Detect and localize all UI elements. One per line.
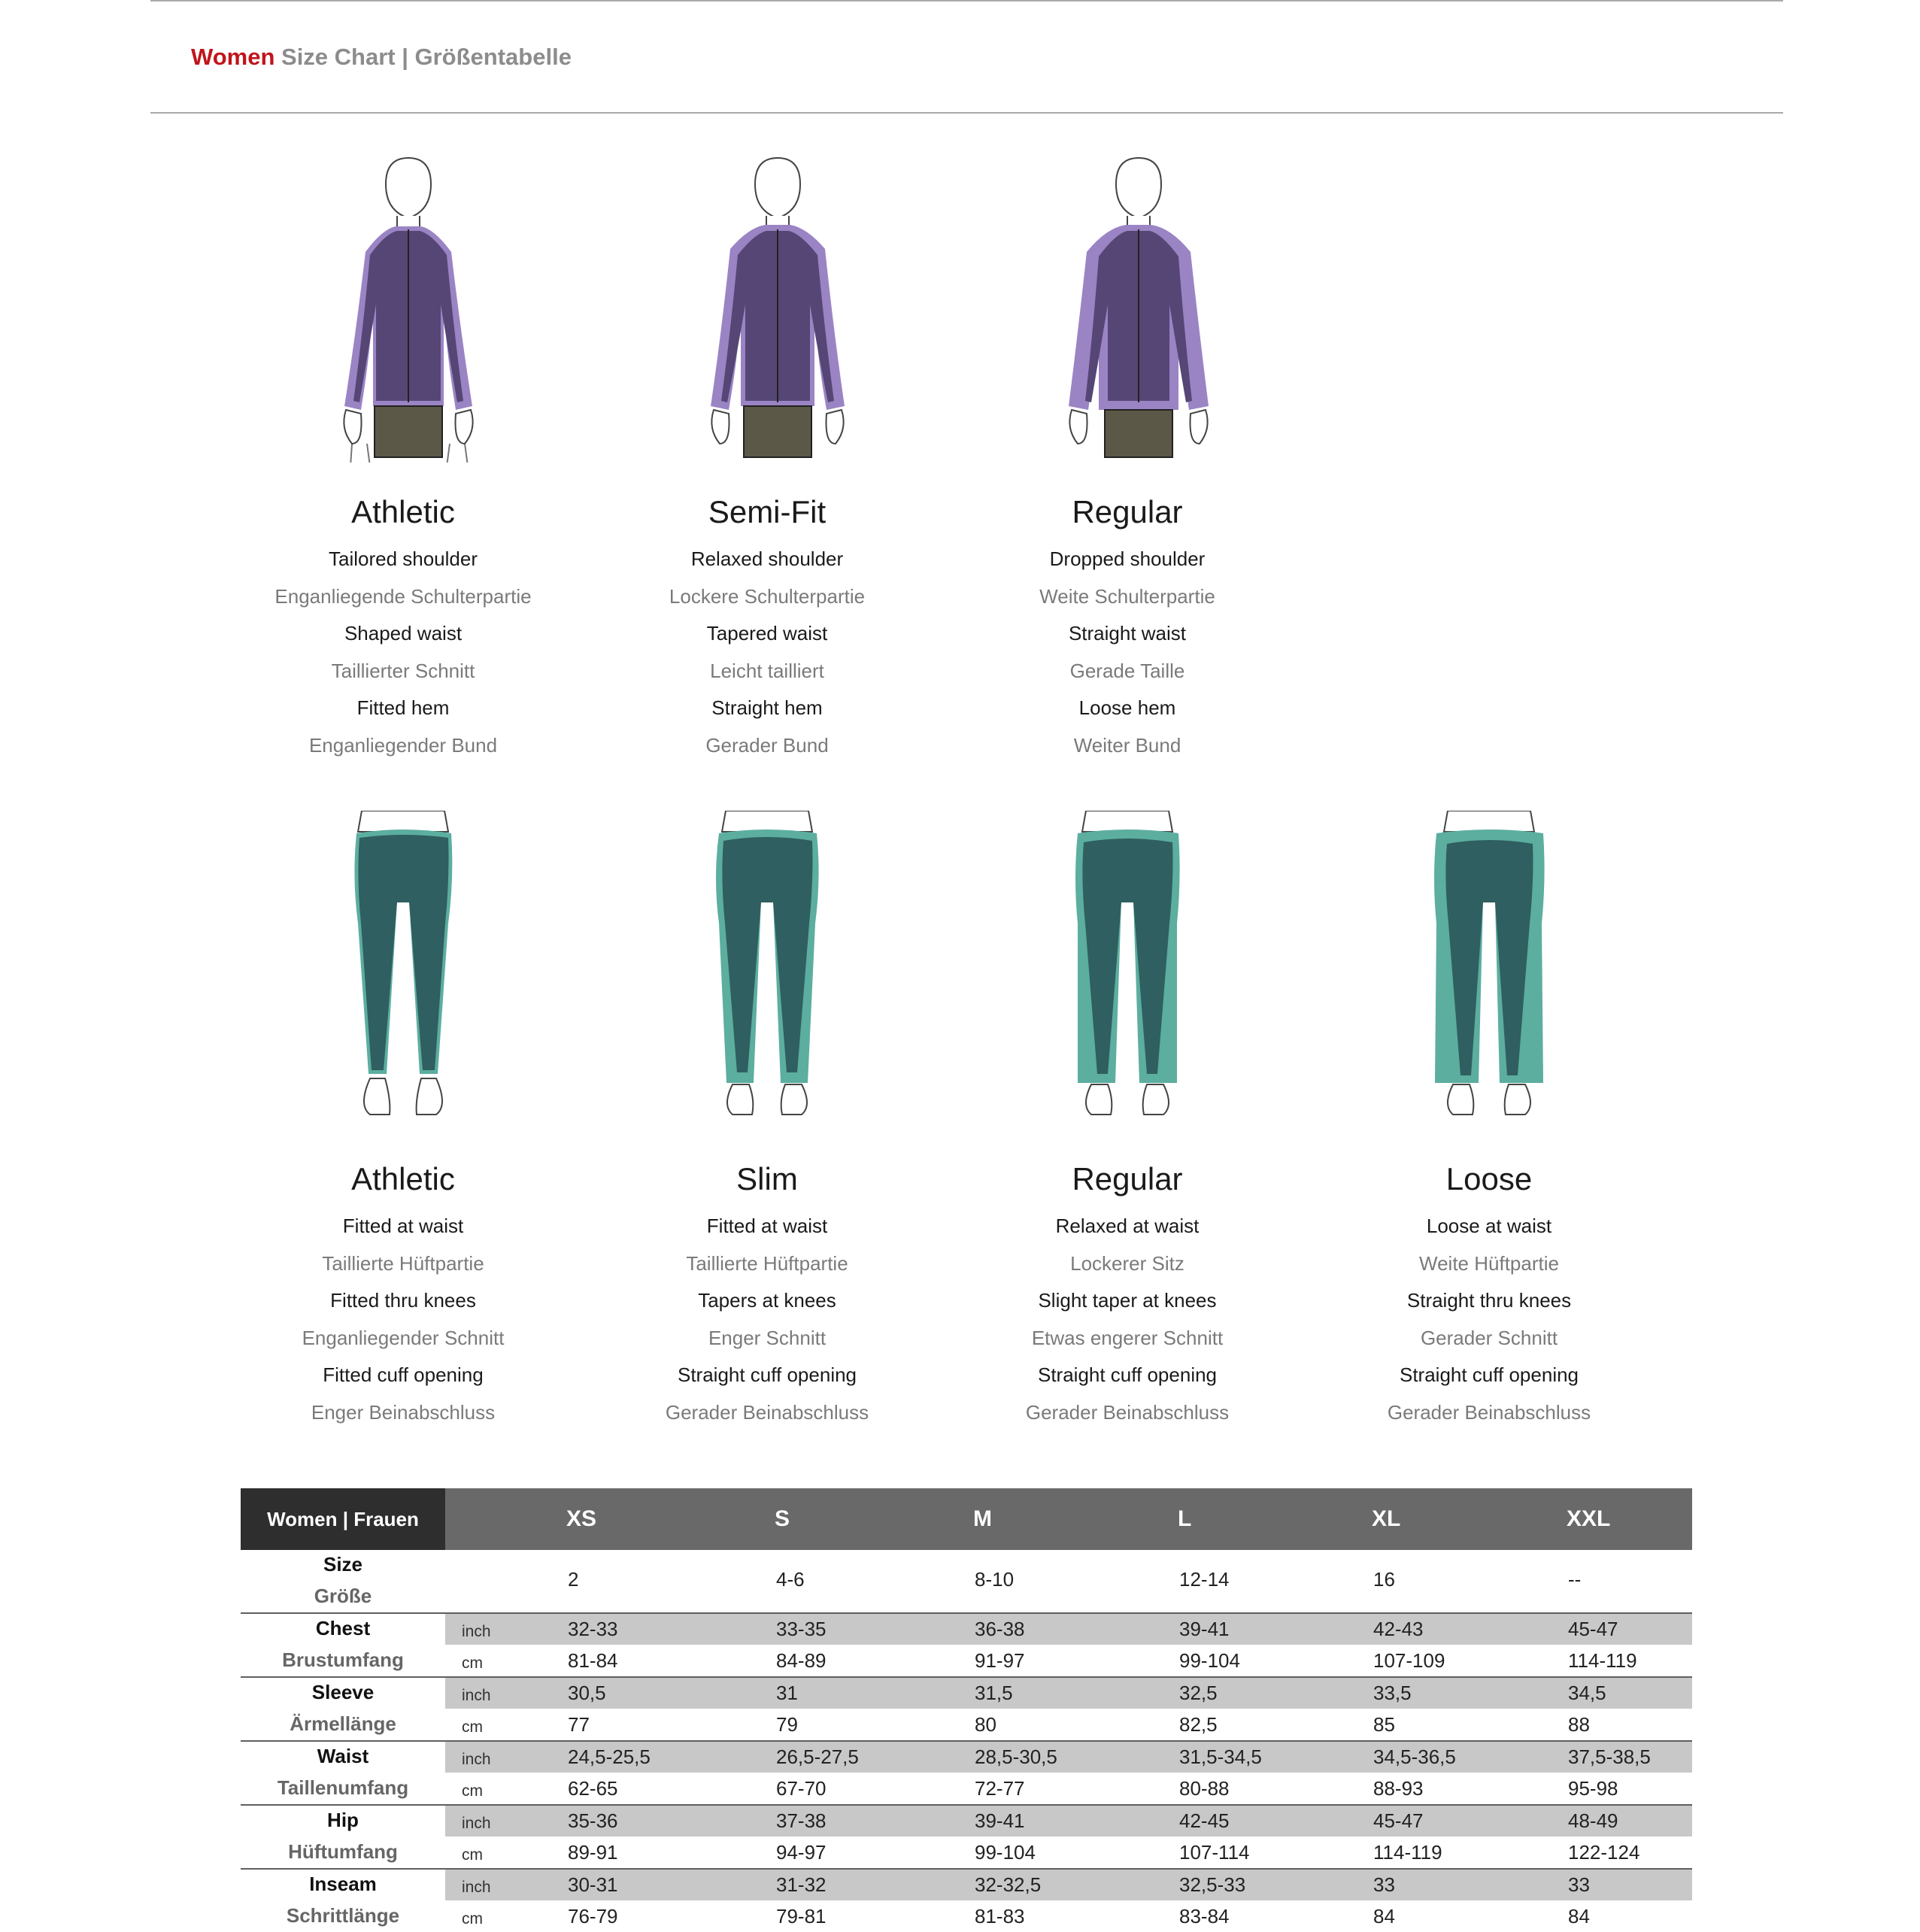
fit-feature-de: Enganliegender Schnitt [302,1326,505,1349]
fit-feature-de: Taillierte Hüftpartie [686,1251,848,1275]
table-row-size [241,1550,1692,1612]
fit-feature-en: Straight waist [1068,622,1187,645]
fit-feature-de: Enger Beinabschluss [311,1400,496,1424]
table-cell: 45-47 [1373,1809,1424,1832]
row-label-de: Ärmellänge [290,1712,396,1735]
row-label-de: Hüftumfang [288,1840,398,1863]
fit-feature-en: Straight cuff opening [1399,1363,1579,1387]
table-cell: 33,5 [1373,1682,1412,1704]
row-label-en: Waist [317,1745,369,1767]
unit-label: inch [462,1687,491,1704]
table-corner-label: Women | Frauen [241,1488,445,1550]
fit-feature-de: Gerader Beinabschluss [1387,1400,1591,1424]
unit-label: cm [462,1782,483,1800]
table-cell: 62-65 [568,1777,618,1800]
table-cell: 114-119 [1373,1841,1442,1864]
table-cell: 67-70 [776,1777,827,1800]
table-cell: 88 [1568,1713,1590,1736]
table-cell: 85 [1373,1713,1395,1736]
table-cell: 12-14 [1179,1568,1230,1591]
size-header-s: S [775,1506,790,1531]
row-label-en: Sleeve [311,1681,375,1703]
jacket-regular-illustration [1037,154,1240,463]
table-header [241,1488,1692,1550]
pants-fit-athletic [253,1158,554,1432]
table-cell: 99-104 [1179,1649,1240,1672]
table-cell: 2 [568,1568,579,1591]
fit-title: Regular [1072,1161,1183,1197]
fit-feature-en: Fitted at waist [706,1215,828,1237]
table-cell: 33 [1373,1873,1395,1896]
pants-fit-loose [1339,1158,1639,1432]
table-cell: 33-35 [776,1618,827,1640]
unit-label: cm [462,1718,483,1736]
table-cell: 89-91 [568,1841,618,1864]
row-label-en: Inseam [309,1873,377,1895]
fit-feature-en: Fitted at waist [342,1215,464,1237]
fit-feature-de: Enganliegende Schulterpartie [275,584,532,608]
fit-feature-en: Dropped shoulder [1049,547,1206,570]
table-cell: 84 [1568,1905,1590,1927]
table-cell: 88-93 [1373,1777,1424,1800]
table-cell: 16 [1373,1568,1395,1591]
fit-feature-en: Relaxed at waist [1055,1215,1200,1237]
table-row-chest [241,1612,1692,1676]
fit-feature-de: Gerade Taille [1069,659,1185,682]
pants-slim-illustration [692,811,842,1127]
table-cell: 91-97 [975,1649,1025,1672]
unit-label: cm [462,1654,483,1672]
table-cell: 84 [1373,1905,1395,1927]
jacket-fit-regular [977,491,1278,765]
fit-feature-de: Leicht tailliert [710,659,824,682]
table-cell: 82,5 [1179,1713,1218,1736]
fit-feature-en: Shaped waist [344,622,463,645]
table-cell: 79 [776,1713,798,1736]
table-cell: 42-43 [1373,1618,1424,1640]
table-cell: 31,5 [975,1682,1013,1704]
table-cell: 76-79 [568,1905,618,1927]
unit-label: inch [462,1751,491,1768]
table-cell: 79-81 [776,1905,827,1927]
inch-subrow [445,1806,1692,1836]
table-cell: 39-41 [975,1809,1025,1832]
unit-label: inch [462,1879,491,1896]
fit-feature-en: Straight cuff opening [1037,1363,1218,1387]
row-label-de: Brustumfang [282,1648,404,1671]
cm-subrow [445,1709,1692,1740]
table-cell: 48-49 [1568,1809,1618,1832]
table-cell: -- [1568,1568,1582,1591]
size-header-xs: XS [566,1506,597,1531]
table-cell: 30,5 [568,1682,606,1704]
table-row-inseam [241,1868,1692,1932]
fit-title: Regular [1072,494,1183,529]
table-cell: 34,5 [1568,1682,1606,1704]
table-cell: 81-83 [975,1905,1025,1927]
pants-fit-slim [617,1158,918,1432]
table-cell: 83-84 [1179,1905,1230,1927]
row-label-de: Größe [314,1585,372,1607]
row-label-en: Hip [327,1809,359,1831]
row-label-de: Schrittlänge [286,1904,400,1927]
table-cell: 37-38 [776,1809,827,1832]
row-label-en: Size [323,1553,363,1576]
page-title [191,44,572,71]
table-cell: 32,5-33 [1179,1873,1246,1896]
fit-feature-de: Enganliegender Bund [308,733,498,757]
fit-feature-de: Etwas engerer Schnitt [1031,1326,1224,1349]
fit-feature-en: Tapered waist [706,622,828,645]
fit-feature-de: Lockere Schulterpartie [669,584,866,608]
unit-label: inch [462,1815,491,1832]
table-cell: 28,5-30,5 [975,1745,1057,1768]
table-cell: 80-88 [1179,1777,1230,1800]
fit-feature-en: Fitted cuff opening [323,1363,484,1387]
fit-feature-de: Enger Schnitt [708,1326,827,1349]
header-divider [150,112,1783,114]
table-cell: 37,5-38,5 [1568,1745,1651,1768]
fit-feature-en: Straight thru knees [1406,1289,1572,1312]
row-label-de: Taillenumfang [277,1776,409,1799]
table-cell: 32-32,5 [975,1873,1042,1896]
fit-feature-de: Taillierte Hüftpartie [322,1251,484,1275]
fit-feature-de: Weite Hüftpartie [1419,1251,1559,1275]
table-cell: 36-38 [975,1618,1025,1640]
table-cell: 84-89 [776,1649,827,1672]
fit-feature-de: Lockerer Sitz [1070,1251,1184,1275]
fit-title: Semi-Fit [708,494,827,529]
fit-feature-en: Relaxed shoulder [690,547,844,570]
table-row-sleeve [241,1676,1692,1740]
table-row-waist [241,1740,1692,1804]
top-divider [150,0,1783,2]
table-cell: 32,5 [1179,1682,1218,1704]
fit-feature-en: Fitted thru knees [330,1289,476,1312]
table-cell: 45-47 [1568,1618,1618,1640]
unit-label: cm [462,1846,483,1864]
table-cell: 31-32 [776,1873,827,1896]
jacket-semifit-illustration [676,154,879,463]
table-cell: 114-119 [1568,1649,1637,1672]
table-cell: 26,5-27,5 [776,1745,859,1768]
fit-feature-de: Gerader Bund [705,733,829,757]
pants-athletic-illustration [328,811,478,1127]
jacket-athletic-illustration [307,154,510,463]
table-cell: 33 [1568,1873,1590,1896]
table-cell: 31,5-34,5 [1179,1745,1262,1768]
fit-title: Athletic [351,494,455,529]
fit-feature-en: Straight cuff opening [677,1363,857,1387]
fit-feature-de: Gerader Schnitt [1420,1326,1558,1349]
size-header-xl: XL [1372,1506,1401,1531]
pants-loose-illustration [1414,811,1564,1127]
fit-feature-en: Tapers at knees [698,1289,836,1312]
fit-feature-de: Gerader Beinabschluss [665,1400,869,1424]
table-cell: 30-31 [568,1873,618,1896]
fit-feature-en: Slight taper at knees [1038,1289,1217,1312]
row-label-en: Chest [315,1617,371,1639]
table-cell: 107-114 [1179,1841,1250,1864]
table-cell: 4-6 [776,1568,805,1591]
table-row-hip [241,1804,1692,1868]
title-accent: Women [191,44,275,70]
cm-subrow [445,1837,1692,1868]
title-rest: Size Chart | Größentabelle [281,44,572,70]
table-cell: 24,5-25,5 [568,1745,651,1768]
inch-subrow [445,1870,1692,1900]
table-cell: 94-97 [776,1841,827,1864]
cm-subrow [445,1645,1692,1676]
fit-feature-en: Tailored shoulder [328,547,478,570]
table-cell: 99-104 [975,1841,1036,1864]
cm-subrow [445,1901,1692,1932]
table-cell: 39-41 [1179,1618,1230,1640]
fit-title: Slim [736,1161,798,1197]
fit-title: Athletic [351,1161,455,1197]
cm-subrow [445,1773,1692,1804]
fit-feature-de: Weiter Bund [1073,733,1181,757]
table-cell: 77 [568,1713,590,1736]
unit-label: inch [462,1623,491,1640]
inch-subrow [445,1742,1692,1773]
table-cell: 95-98 [1568,1777,1618,1800]
table-cell: 34,5-36,5 [1373,1745,1456,1768]
fit-feature-en: Loose hem [1078,696,1176,720]
fit-feature-en: Fitted hem [356,696,450,720]
unit-label: cm [462,1910,483,1927]
table-cell: 81-84 [568,1649,618,1672]
fit-feature-de: Gerader Beinabschluss [1025,1400,1230,1424]
table-cell: 42-45 [1179,1809,1230,1832]
table-cell: 35-36 [568,1809,618,1832]
fit-feature-en: Straight hem [711,696,823,720]
table-cell: 122-124 [1568,1841,1640,1864]
table-cell: 32-33 [568,1618,618,1640]
fit-feature-de: Weite Schulterpartie [1039,584,1215,608]
table-cell: 72-77 [975,1777,1025,1800]
inch-subrow [445,1678,1692,1709]
inch-subrow [445,1614,1692,1645]
size-header-l: L [1178,1506,1192,1531]
table-cell: 31 [776,1682,798,1704]
table-cell: 107-109 [1373,1649,1445,1672]
pants-regular-illustration [1052,811,1203,1127]
jacket-fit-semifit [617,491,918,765]
fit-title: Loose [1445,1161,1533,1197]
fit-feature-en: Loose at waist [1426,1215,1552,1237]
table-cell: 80 [975,1713,996,1736]
jacket-fit-athletic [253,491,554,765]
fit-feature-de: Taillierter Schnitt [331,659,475,682]
size-table [241,1488,1692,1932]
pants-fit-regular [977,1158,1278,1432]
table-cell: 8-10 [975,1568,1015,1591]
size-header-xxl: XXL [1567,1506,1611,1531]
size-header-m: M [973,1506,992,1531]
